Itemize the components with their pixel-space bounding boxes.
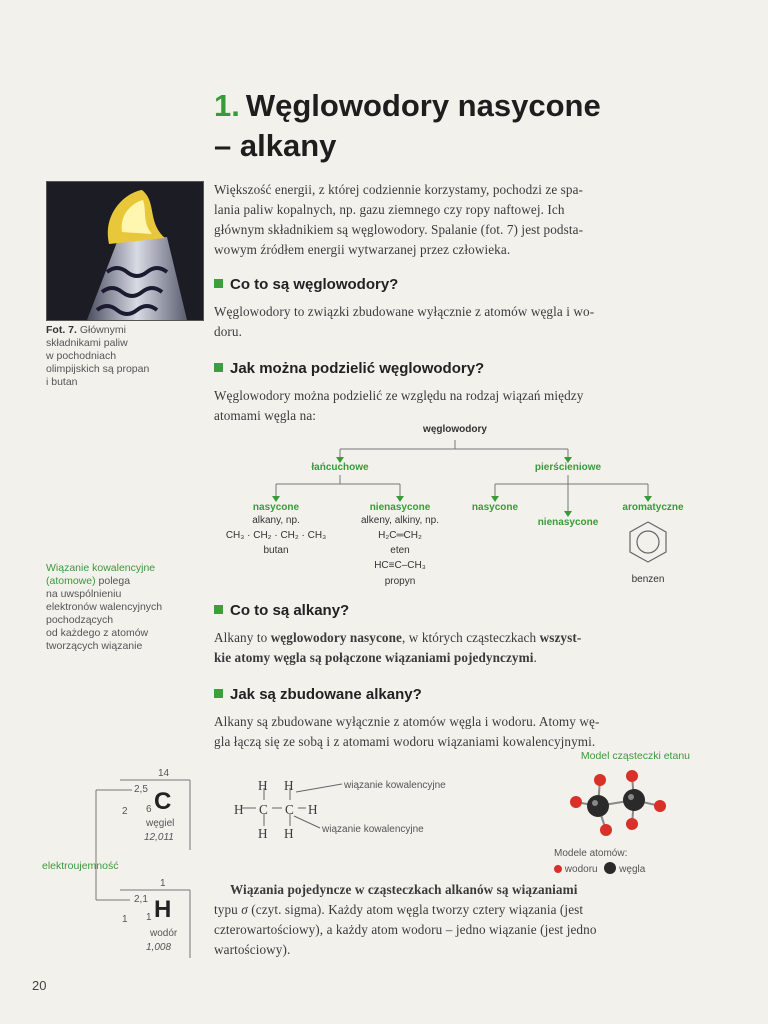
title-line-2: – alkany xyxy=(214,128,337,163)
text-line: atomami węgla na: xyxy=(214,408,317,423)
sidebar-def-line: pochodzących xyxy=(46,614,114,626)
heading-text: Co to są alkany? xyxy=(230,602,350,619)
heading-text: Jak można podzielić węglowodory? xyxy=(230,360,485,377)
bond-label: wiązanie kowalencyjne xyxy=(344,780,446,791)
hydrogen-atomic-weight: 1,008 xyxy=(146,942,172,953)
atom-h: H xyxy=(308,802,318,817)
bond-label: wiązanie kowalencyjne xyxy=(322,824,424,835)
tree-nasycone: nasycone xyxy=(252,502,300,513)
def-part: . xyxy=(533,650,537,665)
carbon-atomic-weight: 12,011 xyxy=(144,832,174,843)
atom-h: H xyxy=(284,826,294,841)
atom-h: H xyxy=(284,778,294,793)
tree-lancuchowe: łańcuchowe xyxy=(311,462,369,473)
sigma-bold-line: Wiązania pojedyncze w cząsteczkach alkanów są wiązaniami xyxy=(230,882,578,897)
text-line: Węglowodory to związki zbudowane wyłącznie z atomów węgla i wo- xyxy=(214,304,595,319)
hydrogen-symbol: H xyxy=(154,896,172,923)
tree-ring-nienasycone: nienasycone xyxy=(537,517,599,528)
carbon-symbol: C xyxy=(154,788,172,815)
hydrogen-mass-number: 1 xyxy=(160,878,166,889)
hydrogen-atomic-number: 1 xyxy=(146,912,152,923)
sidebar-def-line: na uwspólnieniu xyxy=(46,588,122,600)
caption-line: olimpijskich są propan xyxy=(46,363,150,375)
text-part: (czyt. sigma). Każdy atom węgla tworzy cztery wiązania (jest xyxy=(247,902,584,917)
tree-nienasycone: nienasycone xyxy=(369,502,431,513)
def-part: , w których cząsteczkach xyxy=(402,630,540,645)
sidebar-def-line: elektronów walencyjnych xyxy=(46,601,163,613)
tree-ring-nasycone: nasycone xyxy=(471,502,519,513)
sidebar-def-line: polega xyxy=(95,575,131,587)
ethane-model-label: Model cząsteczki etanu xyxy=(580,750,690,762)
carbon-atomic-number: 6 xyxy=(146,804,152,815)
propyn-formula: HC≡C–CH₃ xyxy=(374,560,426,571)
def-part: Alkany to xyxy=(214,630,271,645)
hydrogen-electronegativity: 2,1 xyxy=(134,894,148,905)
text-line: Alkany są zbudowane wyłącznie z atomów węgla i wodoru. Atomy wę- xyxy=(214,714,600,729)
sigma-symbol: σ xyxy=(241,902,248,917)
title-line-1: Węglowodory nasycone xyxy=(245,88,601,123)
sidebar-def-line: od każdego z atomów xyxy=(46,627,149,639)
atom-h: H xyxy=(258,778,268,793)
atom-h: H xyxy=(258,826,268,841)
def-bold: węglowodory nasycone xyxy=(270,630,402,645)
legend-hydrogen: wodoru xyxy=(564,864,598,875)
butan-label: butan xyxy=(263,545,289,556)
carbon-electronegativity: 2,5 xyxy=(134,784,148,795)
chapter-number: 1. xyxy=(214,88,240,123)
hydrogen-shells: 1 xyxy=(122,914,128,925)
benzen-label: benzen xyxy=(631,574,665,585)
sidebar-def-line: tworzących wiązanie xyxy=(46,640,143,652)
eten-formula: H₂C═CH₂ xyxy=(378,530,422,541)
text-line: czterowartościowy), a każdy atom wodoru – jedno wiązanie (jest jedno xyxy=(214,922,597,937)
text-line: wartościowy). xyxy=(214,942,291,957)
page-number: 20 xyxy=(32,978,47,993)
tree-alkeny-alkiny: alkeny, alkiny, np. xyxy=(360,515,439,526)
tree-alkany: alkany, np. xyxy=(252,515,300,526)
def-bold: wszyst- xyxy=(539,630,582,645)
text-part: typu xyxy=(214,902,242,917)
text-line: doru. xyxy=(214,324,242,339)
caption-label: Fot. 7. xyxy=(46,324,77,336)
sigma-bond-paragraph xyxy=(214,880,714,960)
carbon-mass-number: 14 xyxy=(158,768,170,779)
eten-label: eten xyxy=(390,545,410,556)
heading-text: Co to są węglowodory? xyxy=(230,276,399,293)
text-line: Węglowodory można podzielić ze względu na rodzaj wiązań między xyxy=(214,388,584,403)
electronegativity-label: elektroujemność xyxy=(42,860,119,872)
caption-line: Głównymi xyxy=(79,324,126,336)
sidebar-def-term: Wiązanie kowalencyjne (atomowe) xyxy=(46,562,156,587)
atom-c: C xyxy=(259,802,268,817)
atom-c: C xyxy=(285,802,294,817)
atoms-legend-title: Modele atomów: xyxy=(554,848,628,859)
caption-line: składnikami paliw xyxy=(46,337,128,349)
heading-text: Jak są zbudowane alkany? xyxy=(230,686,422,703)
carbon-shells: 2 xyxy=(122,806,128,817)
def-bold: kie atomy węgla są połączone wiązaniami pojedynczymi xyxy=(214,650,534,665)
intro-line: wowym źródłem energii wytwarzanej przez człowieka. xyxy=(214,242,511,257)
propyn-label: propyn xyxy=(384,576,416,587)
tree-pierscieniowe: pierścieniowe xyxy=(534,462,602,473)
carbon-name: węgiel xyxy=(146,818,175,829)
tree-root-weglowodory: węglowodory xyxy=(423,424,487,435)
intro-line: lania paliw kopalnych, np. gazu ziemnego czy ropy naftowej. Ich xyxy=(214,202,565,217)
atom-h: H xyxy=(234,802,244,817)
hydrogen-name: wodór xyxy=(150,928,178,939)
caption-line: w pochodniach xyxy=(46,350,117,362)
intro-line: głównym składnikiem są węglowodory. Spalanie (fot. 7) jest podsta- xyxy=(214,222,584,237)
tree-aromatyczne: aromatyczne xyxy=(622,502,684,513)
intro-line: Większość energii, z której codziennie korzystamy, pochodzi ze spa- xyxy=(214,182,584,197)
butan-formula: CH₃ · CH₂ · CH₂ · CH₃ xyxy=(225,530,327,541)
caption-line: i butan xyxy=(46,376,78,388)
legend-carbon: węgla xyxy=(619,864,646,875)
text-line: gla łączą się ze sobą i z atomami wodoru wiązaniami kowalencyjnymi. xyxy=(214,734,596,749)
